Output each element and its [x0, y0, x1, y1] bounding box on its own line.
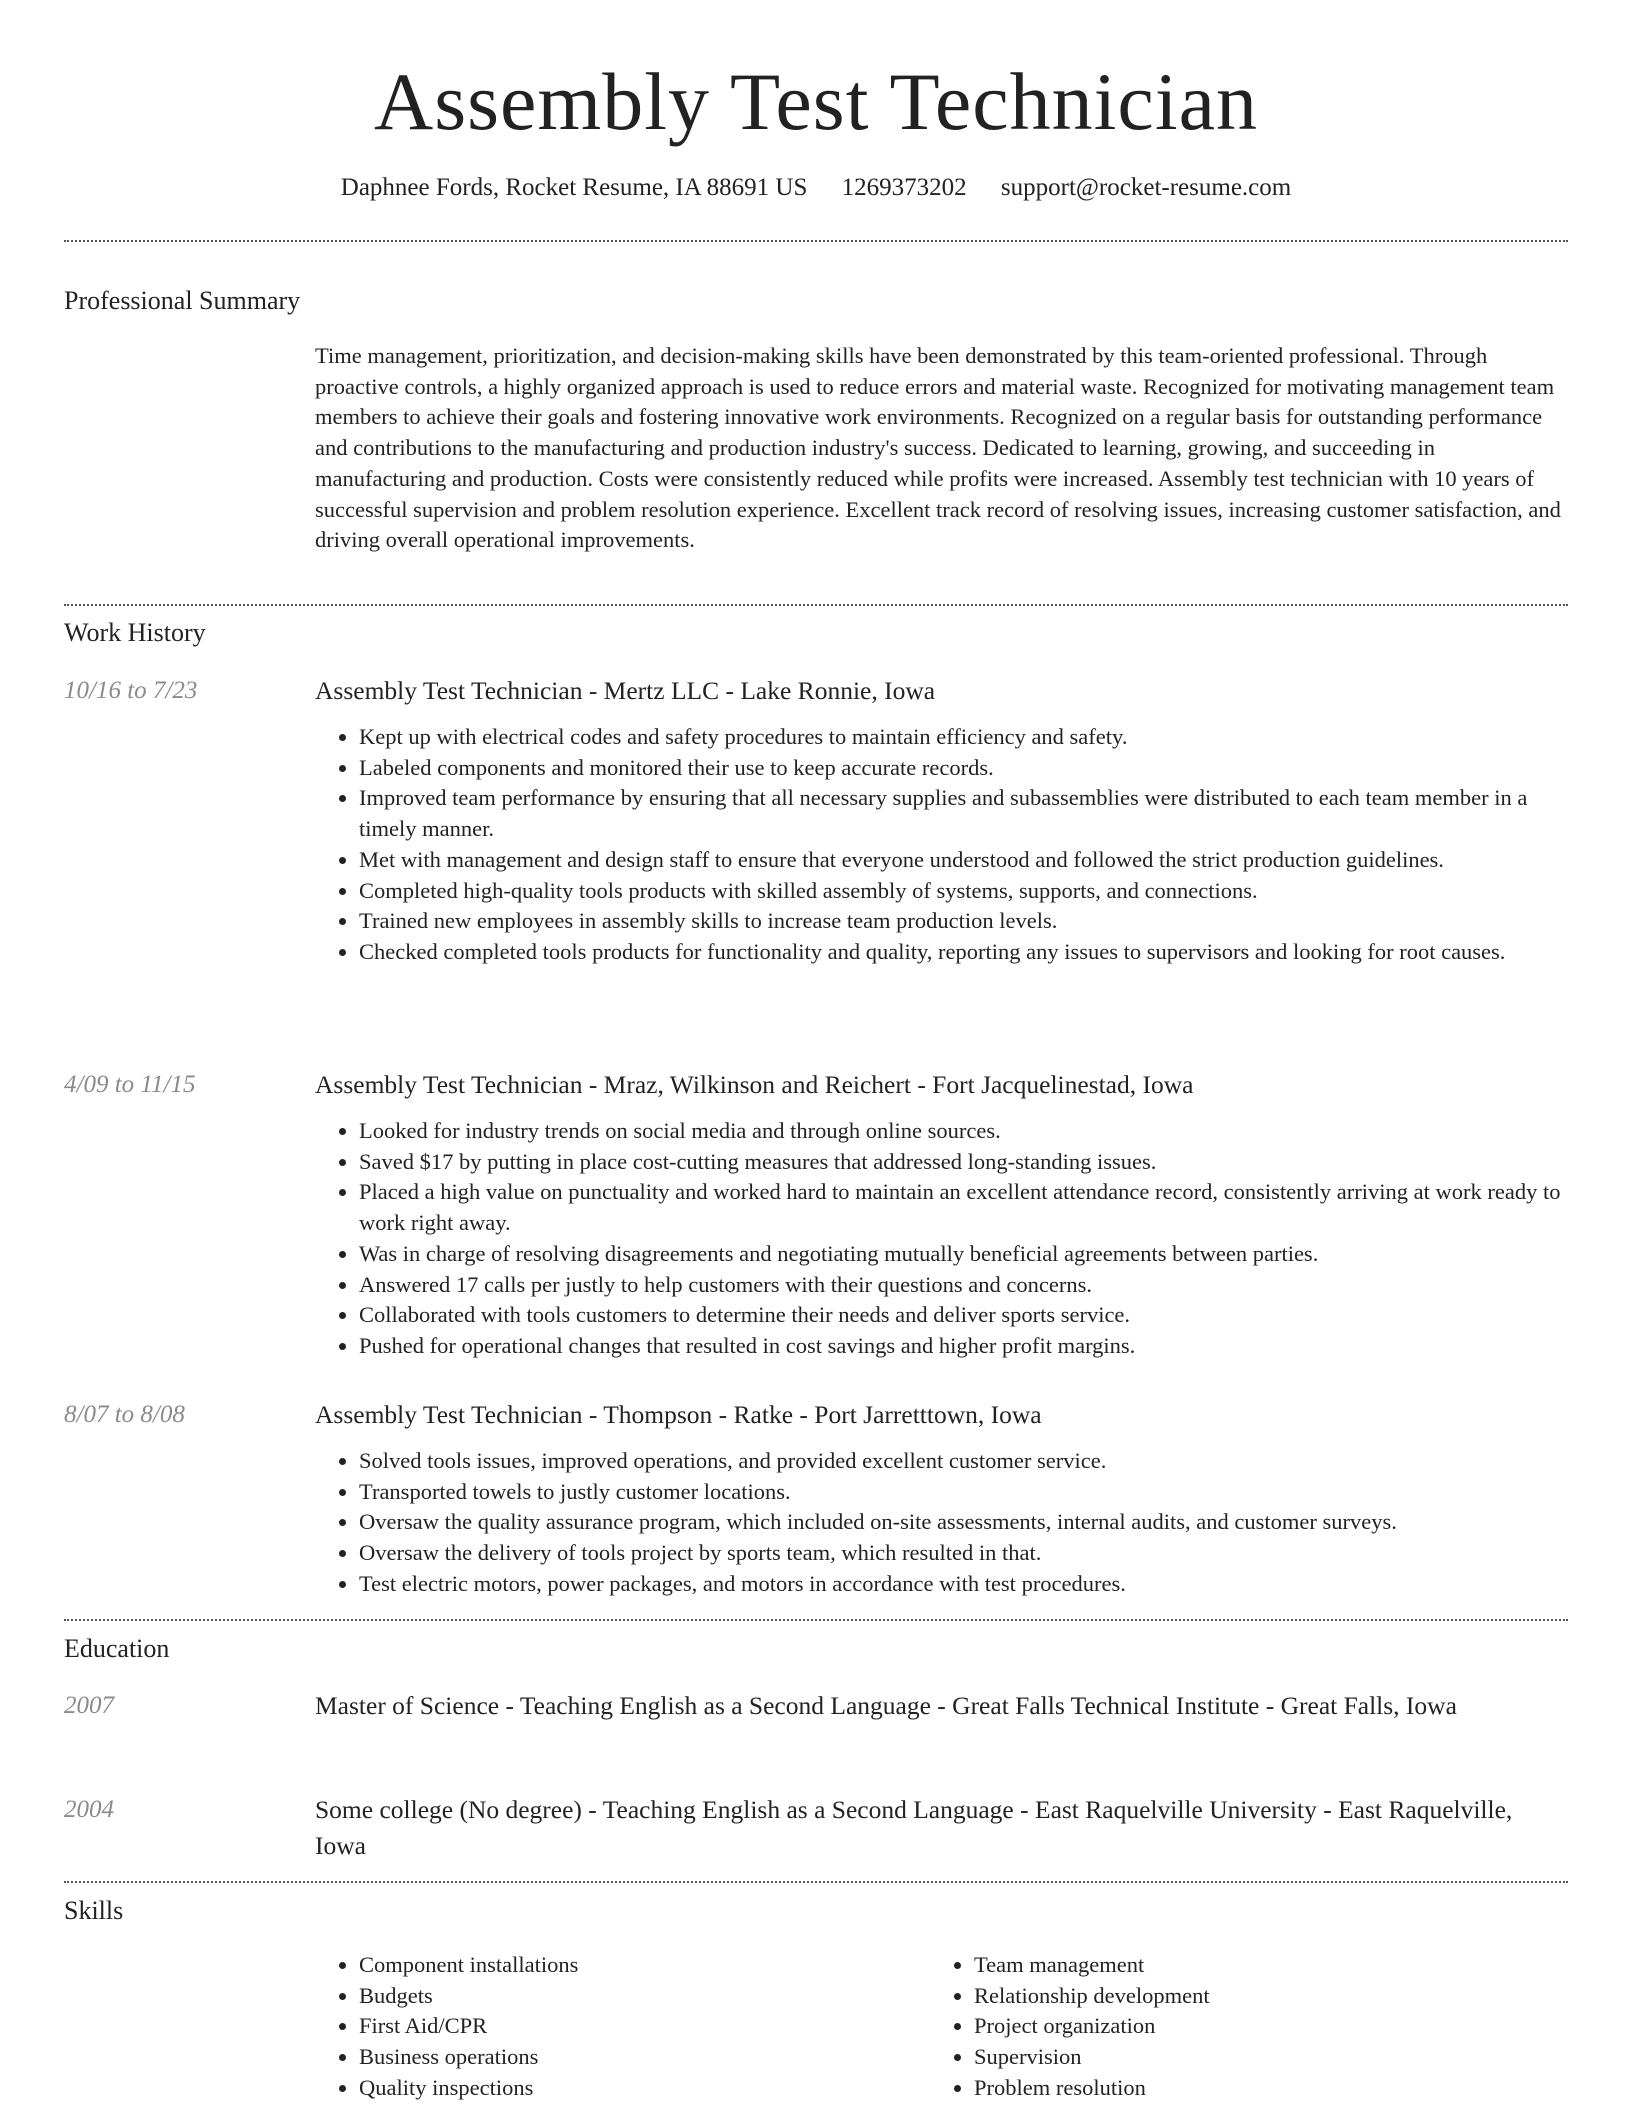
list-item: • Kept up with electrical codes and safety procedures to maintain efficiency and safety.	[359, 722, 1568, 753]
skill-item: • Team management	[974, 1950, 1530, 1981]
list-item: • Completed high-quality tools products with skilled assembly of systems, supports, and connections.	[359, 876, 1568, 907]
job-bullets	[315, 1446, 1568, 1600]
list-item: • Test electric motors, power packages, and motors in accordance with test procedures.	[359, 1569, 1568, 1600]
job-entry	[315, 1068, 1568, 1362]
section-divider	[64, 1881, 1568, 1883]
job-dates: 8/07 to 8/08	[64, 1401, 185, 1428]
job-dates: 4/09 to 11/15	[64, 1071, 196, 1098]
list-item: • Collaborated with tools customers to determine their needs and deliver sports service.	[359, 1300, 1568, 1331]
job-heading: Assembly Test Technician - Thompson - Ratke - Port Jarretttown, Iowa	[315, 1400, 1042, 1429]
job-bullets	[315, 1116, 1568, 1362]
skill-item: • Supervision	[974, 2042, 1530, 2073]
skill-item: • Problem resolution	[974, 2073, 1530, 2104]
job-bullets	[315, 722, 1568, 968]
list-item: • Was in charge of resolving disagreements and negotiating mutually beneficial agreements between parties.	[359, 1239, 1568, 1270]
education-year: 2007	[64, 1692, 114, 1719]
list-item: • Transported towels to justly customer locations.	[359, 1477, 1568, 1508]
summary-body	[315, 341, 1568, 556]
list-item: • Saved $17 by putting in place cost-cutting measures that addressed long-standing issues.	[359, 1147, 1568, 1178]
job-dates: 10/16 to 7/23	[64, 677, 198, 704]
list-item: • Oversaw the delivery of tools project by sports team, which resulted in that.	[359, 1538, 1568, 1569]
work-history-title: Work History	[64, 618, 206, 647]
contact-info	[64, 170, 1568, 206]
contact-phone: 1269373202	[841, 174, 967, 201]
skill-item: • Budgets	[359, 1981, 915, 2012]
list-item: • Answered 17 calls per justly to help customers with their questions and concerns.	[359, 1270, 1568, 1301]
education-year: 2004	[64, 1796, 114, 1823]
education-text: Master of Science - Teaching English as a Second Language - Great Falls Technical Institute - Great Falls, Iowa	[315, 1691, 1457, 1720]
summary-text: Time management, prioritization, and decision-making skills have been demonstrated by this team-oriented professional. Through proactive controls, a highly organized approach is used to reduce errors and material waste. Recognized for motivating management team members to achieve their goals and fostering innovative work environments. Recognized on a regular basis for outstanding performance and contributions to the manufacturing and production industry's success. Dedicated to learning, growing, and succeeding in manufacturing and production. Costs were consistently reduced while profits were increased. Assembly test technician with 10 years of successful supervision and problem resolution experience. Excellent track record of resolving issues, increasing customer satisfaction, and driving overall operational improvements.	[315, 343, 1561, 553]
list-item: • Met with management and design staff to ensure that everyone understood and followed the strict production guidelines.	[359, 845, 1568, 876]
skills-list	[315, 1950, 915, 2104]
skills-column-left	[315, 1950, 915, 2104]
list-item: • Placed a high value on punctuality and worked hard to maintain an excellent attendance record, consistently arriving at work ready to work right away.	[359, 1177, 1568, 1238]
resume-name: Assembly Test Technician	[374, 56, 1258, 147]
list-item: • Pushed for operational changes that resulted in cost savings and higher profit margins.	[359, 1331, 1568, 1362]
skill-item: • Business operations	[359, 2042, 915, 2073]
job-heading: Assembly Test Technician - Mraz, Wilkinson and Reichert - Fort Jacquelinestad, Iowa	[315, 1070, 1194, 1099]
skill-item: • First Aid/CPR	[359, 2011, 915, 2042]
section-divider	[64, 1619, 1568, 1621]
skills-title: Skills	[64, 1896, 124, 1925]
list-item: • Solved tools issues, improved operations, and provided excellent customer service.	[359, 1446, 1568, 1477]
list-item: • Looked for industry trends on social media and through online sources.	[359, 1116, 1568, 1147]
education-entry	[315, 1792, 1568, 1864]
skill-item: • Relationship development	[974, 1981, 1530, 2012]
education-text: Some college (No degree) - Teaching English as a Second Language - East Raquelville University - East Raquelville, Iowa	[315, 1795, 1513, 1860]
list-item: • Labeled components and monitored their use to keep accurate records.	[359, 753, 1568, 784]
education-entry	[315, 1688, 1568, 1724]
education-title: Education	[64, 1634, 170, 1663]
skill-item: • Quality inspections	[359, 2073, 915, 2104]
job-heading: Assembly Test Technician - Mertz LLC - Lake Ronnie, Iowa	[315, 676, 936, 705]
list-item: • Checked completed tools products for functionality and quality, reporting any issues to supervisors and looking for root causes.	[359, 937, 1568, 968]
list-item: • Oversaw the quality assurance program, which included on-site assessments, internal audits, and customer surveys.	[359, 1507, 1568, 1538]
skills-column-right	[930, 1950, 1530, 2104]
job-entry	[315, 674, 1568, 968]
section-divider	[64, 240, 1568, 242]
contact-address: Daphnee Fords, Rocket Resume, IA 88691 US	[340, 174, 808, 201]
contact-email: support@rocket-resume.com	[1000, 174, 1292, 201]
section-divider	[64, 604, 1568, 606]
list-item: • Trained new employees in assembly skills to increase team production levels.	[359, 906, 1568, 937]
skill-item: • Project organization	[974, 2011, 1530, 2042]
list-item: • Improved team performance by ensuring that all necessary supplies and subassemblies were distributed to each team member in a timely manner.	[359, 783, 1568, 844]
summary-title: Professional Summary	[64, 286, 301, 315]
job-entry	[315, 1398, 1568, 1600]
skills-list	[930, 1950, 1530, 2104]
skill-item: • Component installations	[359, 1950, 915, 1981]
